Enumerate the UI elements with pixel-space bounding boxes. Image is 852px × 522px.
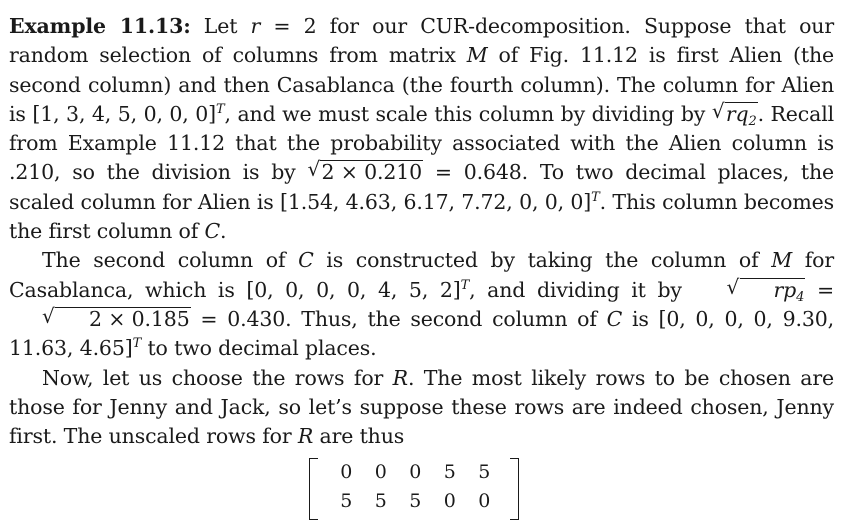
text-run: . The most likely rows to be chosen are those for Jenny and Jack, so let’s suppose these rows are indeed chosen, Jenny first. The unscaled rows for — [9, 365, 834, 449]
radical-icon: √ — [711, 98, 725, 123]
matrix-cell: 5 — [478, 461, 491, 483]
text-run: are thus — [313, 424, 405, 449]
matrix-row — [329, 461, 502, 483]
text-run: = 2 for our CUR-decomposition. Suppose that our random selection of columns from matrix — [9, 14, 834, 68]
text-run: , and we must scale this column by dividing by — [224, 101, 712, 126]
matrix-cell: 0 — [478, 490, 491, 512]
matrix-cell: 5 — [340, 490, 353, 512]
paragraph-2 — [9, 246, 834, 363]
left-bracket-icon — [309, 458, 318, 520]
transpose-sup: T — [216, 101, 225, 117]
text-run: . — [220, 219, 227, 244]
sqrt-arg: 2 × 0.185 — [55, 307, 191, 330]
matrix-cell: 0 — [340, 461, 353, 483]
sqrt-sub: 2 — [748, 113, 757, 129]
matrix-cell: 0 — [409, 461, 422, 483]
math-var-r: r — [250, 14, 261, 38]
math-var-c: C — [606, 306, 623, 331]
transpose-sup: T — [460, 277, 470, 293]
math-var-c: C — [298, 248, 314, 273]
sqrt-arg: 2 × 0.210 — [321, 160, 423, 185]
text-run: of Fig. 11.12 is first Alien (the second column) and then Casablanca (the fourth column). The column for Alien is [1, 3, 4, 5, 0, 0, 0] — [9, 43, 834, 126]
text-run: for Casablanca, which is [0, 0, 0, 0, 4, 5, 2] — [9, 248, 834, 302]
matrix-cell: 0 — [374, 461, 387, 483]
sqrt-2x0185 — [9, 305, 191, 334]
example-label: Example 11.13: — [9, 14, 191, 38]
text-run: Let — [190, 14, 251, 38]
matrix-cell: 5 — [409, 490, 422, 512]
sqrt-rp4 — [694, 276, 806, 305]
text-run: is [0, 0, 0, 0, 9.30, 11.63, 4.65] — [9, 306, 834, 361]
math-var-c: C — [204, 219, 221, 244]
text-run: The second column of — [42, 248, 299, 273]
text-run: Now, let us choose the rows for — [42, 365, 393, 390]
sqrt-2x0210 — [307, 158, 423, 187]
matrix-r-unscaled — [309, 458, 519, 520]
sqrt-arg: rp — [773, 277, 797, 302]
matrix-cell: 0 — [443, 490, 456, 512]
paragraph-3 — [9, 364, 834, 452]
text-run: = 0.430. Thus, the second column of — [190, 306, 607, 331]
sqrt-sub: 4 — [796, 289, 805, 305]
math-var-m: M — [771, 248, 793, 273]
matrix-row — [329, 490, 502, 512]
transpose-sup: T — [591, 189, 600, 205]
text-run: = 0.648. To two decimal places, the scaled column for Alien is [1.54, 4.63, 6.17, 7.72, 0, 0, 0] — [9, 160, 835, 214]
text-run: is constructed by taking the column of — [313, 248, 772, 273]
sqrt-rq2 — [712, 100, 758, 129]
transpose-sup: T — [132, 336, 142, 352]
math-var-m: M — [466, 43, 488, 68]
matrix-cell: 5 — [443, 461, 456, 483]
paragraph-1 — [9, 12, 834, 246]
radical-icon: √ — [726, 274, 740, 299]
right-bracket-icon — [510, 458, 519, 520]
math-var-r-matrix: R — [392, 365, 408, 390]
text-run: . This column becomes the first column of — [9, 189, 835, 244]
text-run: to two decimal places. — [141, 336, 377, 361]
radical-icon: √ — [42, 303, 55, 328]
math-var-r-matrix: R — [297, 424, 314, 449]
sqrt-arg: rq — [725, 101, 749, 126]
text-run: , and dividing it by — [469, 277, 694, 302]
text-run: . Recall from Example 11.12 that the probability associated with the Alien column is .210, so the division is by — [9, 101, 835, 185]
matrix-cell: 5 — [374, 490, 387, 512]
text-run: = — [805, 277, 834, 302]
radical-icon: √ — [307, 157, 321, 182]
